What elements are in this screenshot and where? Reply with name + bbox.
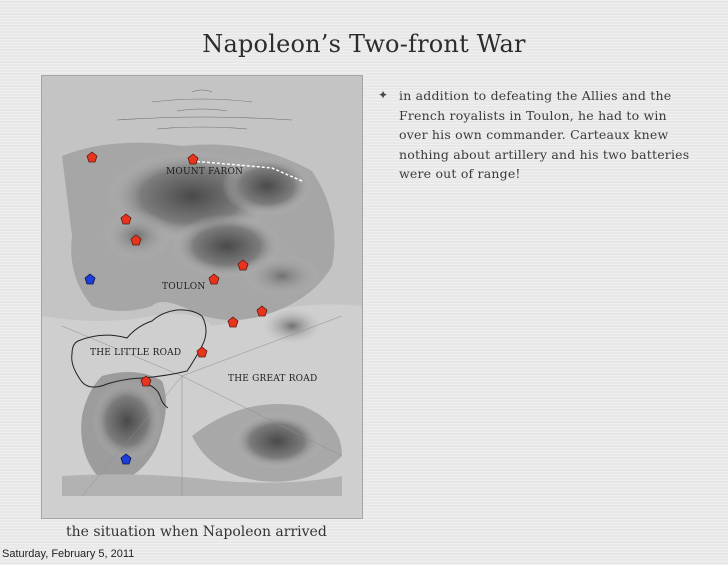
label-toulon: TOULON	[162, 282, 206, 292]
map-caption: the situation when Napoleon arrived	[66, 524, 327, 540]
slide-title: Napoleon’s Two-front War	[202, 30, 526, 58]
map-drawing	[42, 76, 362, 518]
bullet-text: in addition to defeating the Allies and the French royalists in Toulon, he had to win over his own commander. Carteaux knew nothing about artillery and his two batteries were out of range!	[399, 88, 690, 182]
label-little-road: THE LITTLE ROAD	[90, 348, 182, 358]
toulon-map	[42, 76, 362, 518]
footer-date: Saturday, February 5, 2011	[2, 548, 135, 560]
label-mount-faron: MOUNT FARON	[166, 167, 244, 177]
label-great-road: THE GREAT ROAD	[228, 374, 318, 384]
bullet-star-icon: ✦	[378, 88, 389, 102]
